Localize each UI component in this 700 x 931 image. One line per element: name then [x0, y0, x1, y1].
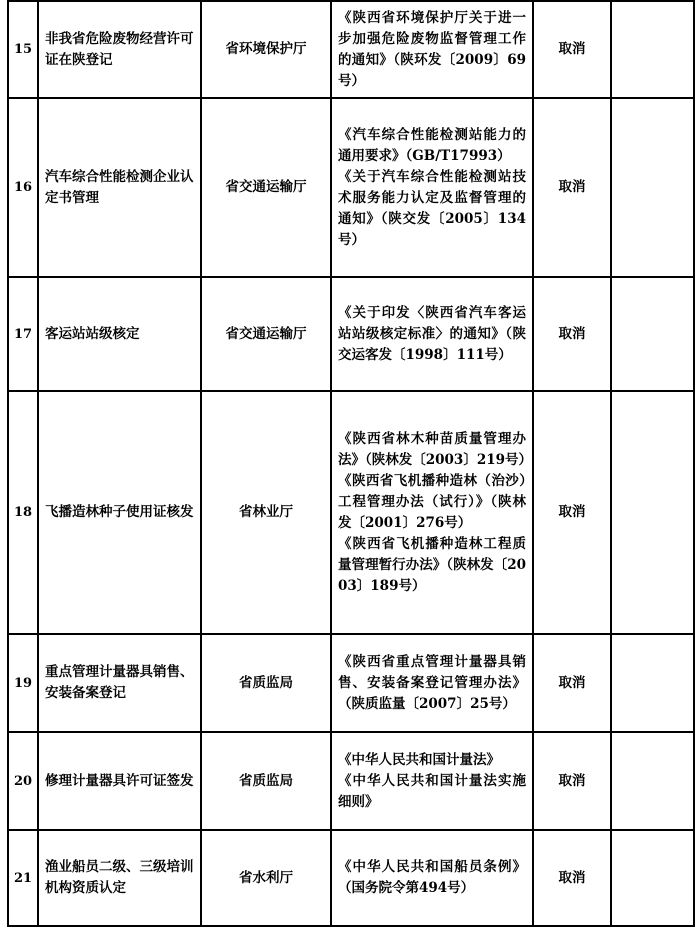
item-name: 重点管理计量器具销售、安装备案登记 [38, 634, 201, 732]
legal-basis [331, 634, 533, 732]
action: 取消 [533, 98, 611, 277]
row-number: 21 [8, 830, 38, 926]
basis-line: 《陕西省林木种苗质量管理办法》（陕林发〔2003〕219号） [338, 430, 533, 468]
remark [611, 391, 694, 634]
action: 取消 [533, 634, 611, 732]
basis-line: 《中华人民共和国船员条例》（国务院令第494号） [338, 859, 526, 896]
legal-basis [331, 830, 533, 926]
remark [611, 277, 694, 391]
row-number: 19 [8, 634, 38, 732]
row-number: 16 [8, 98, 38, 277]
document-page [7, 0, 693, 925]
cancellation-items-table [7, 0, 695, 927]
basis-line: 《中华人民共和国计量法实施细则》 [338, 772, 526, 810]
department: 省环境保护厅 [201, 1, 331, 98]
row-number: 20 [8, 732, 38, 830]
action: 取消 [533, 391, 611, 634]
basis-line: 《关于印发〈陕西省汽车客运站站级核定标准〉的通知》（陕交运客发〔1998〕111号） [338, 304, 526, 363]
remark [611, 634, 694, 732]
table-row [8, 277, 694, 391]
basis-line: 《陕西省环境保护厅关于进一步加强危险废物监督管理工作的通知》（陕环发〔2009〕69号） [338, 9, 526, 89]
remark [611, 830, 694, 926]
remark [611, 732, 694, 830]
department: 省交通运输厅 [201, 98, 331, 277]
table-row [8, 732, 694, 830]
item-name: 非我省危险废物经营许可证在陕登记 [38, 1, 201, 98]
action: 取消 [533, 830, 611, 926]
row-number: 18 [8, 391, 38, 634]
table-row [8, 634, 694, 732]
legal-basis [331, 277, 533, 391]
item-name: 客运站站级核定 [38, 277, 201, 391]
basis-line: 《陕西省飞机播种造林工程质量管理暂行办法》（陕林发〔2003〕189号） [338, 535, 526, 594]
row-number: 17 [8, 277, 38, 391]
action: 取消 [533, 1, 611, 98]
row-number: 15 [8, 1, 38, 98]
table-row [8, 391, 694, 634]
action: 取消 [533, 277, 611, 391]
item-name: 修理计量器具许可证签发 [38, 732, 201, 830]
item-name: 渔业船员二级、三级培训机构资质认定 [38, 830, 201, 926]
department: 省质监局 [201, 732, 331, 830]
basis-line: 《陕西省飞机播种造林（治沙）工程管理办法（试行）》（陕林发〔2001〕276号） [338, 472, 526, 531]
item-name: 飞播造林种子使用证核发 [38, 391, 201, 634]
remark [611, 1, 694, 98]
table-row [8, 98, 694, 277]
basis-line: 《关于汽车综合性能检测站技术服务能力认定及监督管理的通知》（陕交发〔2005〕134号） [338, 168, 526, 248]
department: 省交通运输厅 [201, 277, 331, 391]
basis-line: 《中华人民共和国计量法》 [338, 751, 500, 768]
remark [611, 98, 694, 277]
basis-line: 《汽车综合性能检测站能力的通用要求》（GB/T17993） [338, 126, 526, 164]
department: 省林业厅 [201, 391, 331, 634]
basis-line: 《陕西省重点管理计量器具销售、安装备案登记管理办法》（陕质监量〔2007〕25号） [338, 653, 526, 712]
table-row [8, 830, 694, 926]
legal-basis [331, 1, 533, 98]
department: 省质监局 [201, 634, 331, 732]
department: 省水利厅 [201, 830, 331, 926]
legal-basis [331, 98, 533, 277]
legal-basis [331, 732, 533, 830]
table-row [8, 1, 694, 98]
legal-basis [331, 391, 533, 634]
action: 取消 [533, 732, 611, 830]
item-name: 汽车综合性能检测企业认定书管理 [38, 98, 201, 277]
